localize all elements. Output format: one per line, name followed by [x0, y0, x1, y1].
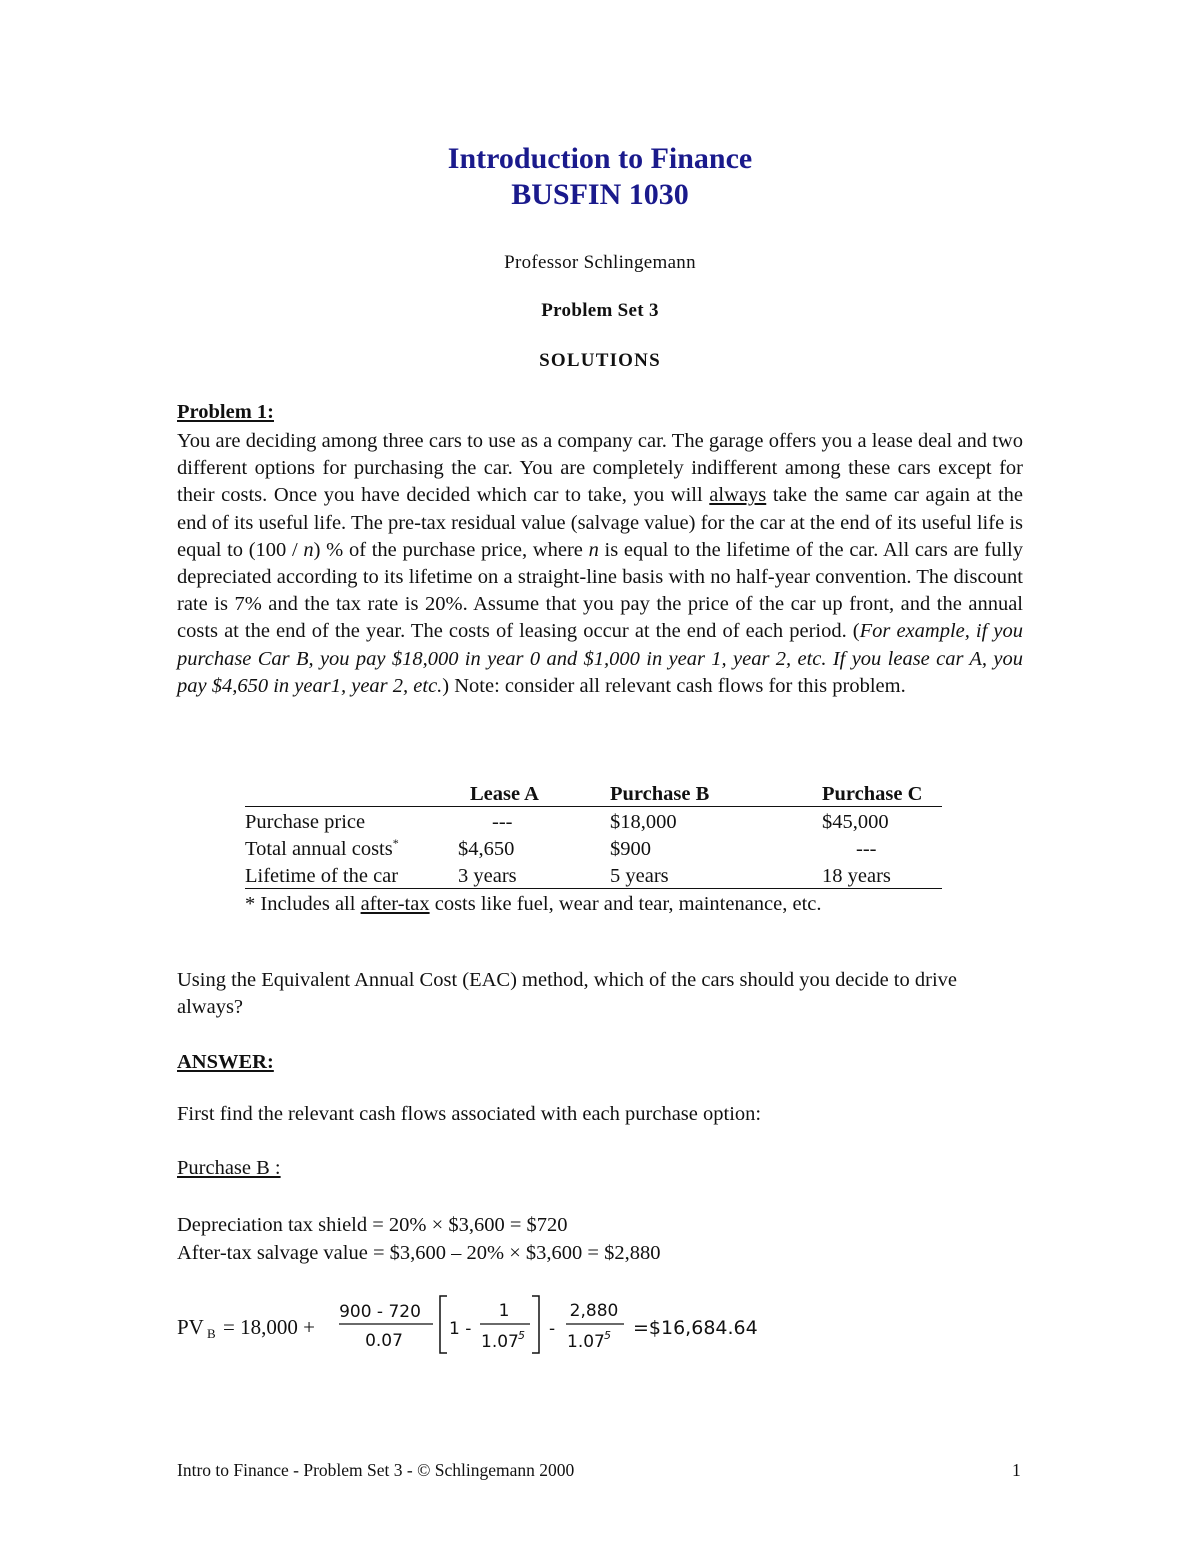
pv-b-formula: [177, 1290, 877, 1360]
right-bracket-icon: [532, 1296, 539, 1353]
fraction-2-exponent: 5: [518, 1329, 525, 1342]
left-bracket-icon: [440, 1296, 447, 1353]
fraction-1-denominator: 0.07: [365, 1331, 403, 1351]
depreciation-tax-shield: Depreciation tax shield = 20% × $3,600 = $720: [177, 1214, 568, 1236]
formula-svg: [177, 1290, 877, 1360]
table-cell: [245, 834, 458, 861]
footnote-marker: *: [392, 836, 399, 851]
table-row: [245, 807, 942, 835]
table-footnote: [245, 889, 942, 917]
table-header-cell: Lease A: [458, 779, 610, 807]
course-title: Introduction to Finance: [447, 142, 753, 175]
table-cell: $45,000: [822, 811, 889, 833]
professor-name: Professor Schlingemann: [504, 252, 696, 273]
after-tax-salvage: After-tax salvage value = $3,600 – 20% × $3,600 = $2,880: [177, 1242, 661, 1264]
solutions-label: SOLUTIONS: [539, 350, 661, 371]
problem-text-part: You are deciding among three cars to use as a company car. The garage offers you a lease deal and two different options for purchasing the car. You are completely indifferent among these cars except for their costs. Once you have decided which car to take, you will: [177, 430, 1023, 507]
formula-minus: -: [549, 1319, 556, 1339]
pv-symbol: PV: [177, 1315, 204, 1339]
course-code: BUSFIN 1030: [511, 178, 689, 211]
example-text: For example, if you purchase Car B, you pay $18,000 in year 0 and $1,000 in year 1, year 2, etc. If you lease car A, you pay $4,650 in year1, year 2, etc.: [177, 620, 1023, 697]
fraction-1-numerator: 900 - 720: [339, 1302, 421, 1322]
problem-set-label: Problem Set 3: [541, 300, 659, 321]
table-cell: 18 years: [822, 861, 942, 889]
table-row: [245, 834, 942, 861]
table-row: [245, 861, 942, 889]
table-footnote-row: [245, 889, 942, 917]
problem-1-heading: Problem 1:: [177, 401, 274, 423]
table-cell: 5 years: [610, 861, 822, 889]
fraction-2-denominator: 1.07: [481, 1332, 519, 1352]
answer-intro: First find the relevant cash flows associated with each purchase option:: [177, 1103, 762, 1125]
footnote-emphasis: after-tax: [360, 893, 430, 915]
page-number: 1: [1012, 1460, 1021, 1480]
fraction-3-numerator: 2,880: [569, 1301, 619, 1321]
table-cell: Lifetime of the car: [245, 861, 458, 889]
table-cell: ---: [492, 811, 513, 833]
emphasis-always: always: [709, 484, 767, 507]
table-header-row: [245, 779, 942, 807]
footnote-text: costs like fuel, wear and tear, maintenance, etc.: [429, 893, 822, 915]
page-footer: Intro to Finance - Problem Set 3 - © Schlingemann 2000: [177, 1460, 575, 1480]
variable-n: n: [303, 538, 314, 561]
variable-n: n: [588, 538, 599, 561]
formula-result: =$16,684.64: [633, 1317, 758, 1339]
table-header-cell: Purchase B: [610, 779, 822, 807]
purchase-b-calculations: [177, 1211, 1023, 1267]
eac-question: Using the Equivalent Annual Cost (EAC) method, which of the cars should you decide to drive always?: [177, 969, 957, 1019]
fraction-2-numerator: 1: [498, 1301, 510, 1321]
table-cell: ---: [856, 838, 877, 860]
problem-text-part: take the same car again at the end of its useful life. The pre-tax residual value (salvage value) for the car at the end of its useful life is equal to (100 /: [177, 484, 1023, 561]
one-minus: 1 -: [449, 1319, 472, 1339]
fraction-3-denominator: 1.07: [567, 1332, 605, 1352]
table-header-cell: [245, 779, 458, 807]
pv-subscript: B: [207, 1326, 216, 1341]
table-cell: Purchase price: [245, 811, 366, 833]
footnote-text: * Includes all: [245, 893, 361, 915]
problem-1-text: [177, 428, 1023, 700]
formula-start: = 18,000 +: [223, 1315, 315, 1339]
table-cell: $18,000: [610, 811, 677, 833]
table-cell: $900: [610, 838, 651, 860]
answer-heading: ANSWER:: [177, 1051, 274, 1073]
fraction-3-exponent: 5: [604, 1329, 611, 1342]
problem-text-part: ) Note: consider all relevant cash flows for this problem.: [442, 674, 906, 697]
cars-table: [245, 779, 942, 916]
problem-text-part: ) % of the purchase price, where: [313, 538, 589, 561]
problem-text-part: is equal to the lifetime of the car. All cars are fully depreciated according to its lifetime on a straight-line basis with no half-year convention. The discount rate is 7% and the tax rate is 20%. Assume that you pay the price of the car up front, and the annual costs at the end of the year. The costs of leasing occur at the end of each period. (: [177, 538, 1023, 643]
table-cell: $4,650: [458, 838, 515, 860]
purchase-b-heading: Purchase B :: [177, 1157, 281, 1179]
row-label: Total annual costs: [245, 838, 393, 860]
table-cell: 3 years: [458, 861, 610, 889]
table-header-cell: Purchase C: [822, 779, 942, 807]
